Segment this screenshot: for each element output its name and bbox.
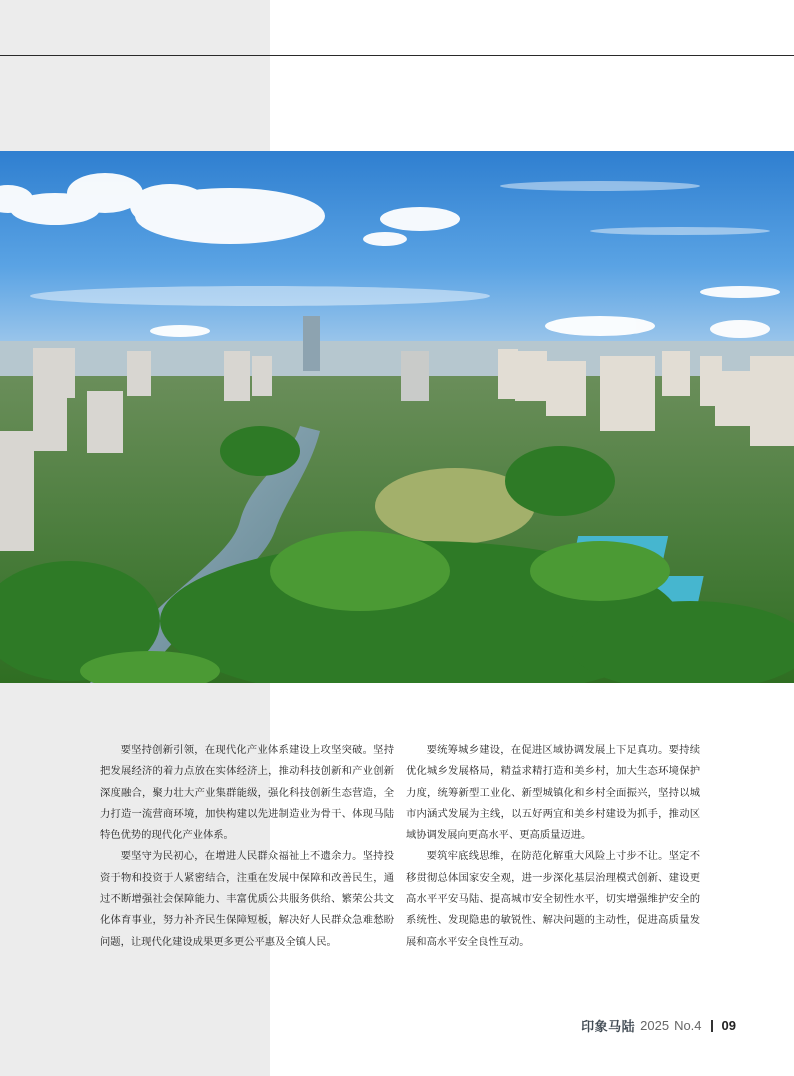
city-aerial-photo	[0, 151, 794, 683]
magazine-title: 印象马陆	[581, 1019, 636, 1034]
article-right-column	[406, 740, 700, 953]
page-footer	[581, 1016, 736, 1035]
issue-number: No.4	[674, 1018, 702, 1033]
article-left-column	[100, 740, 394, 953]
paragraph: 要坚守为民初心，在增进人民群众福祉上不遗余力。坚持投资于物和投资于人紧密结合，注重在发展中保障和改善民生，通过不断增强社会保障能力、丰富优质公共服务供给、繁荣公共文化体育事业，努力补齐民生保障短板，解决好人民群众急难愁盼问题，让现代化建设成果更多更公平惠及全镇人民。	[100, 850, 394, 948]
paragraph: 要筑牢底线思维，在防范化解重大风险上寸步不让。坚定不移贯彻总体国家安全观，进一步深化基层治理模式创新、建设更高水平平安马陆、提高城市安全韧性水平，切实增强维护安全的系统性、发现隐患的敏锐性、解决问题的主动性，促进高质量发展和高水平安全良性互动。	[406, 850, 700, 948]
page-number: 09	[721, 1018, 736, 1033]
paragraph: 要统筹城乡建设，在促进区域协调发展上下足真功。要持续优化城乡发展格局，精益求精打造和美乡村，加大生态环境保护力度，统筹新型工业化、新型城镇化和乡村全面振兴，坚持以城市内涵式发展为主线，以五好两宜和美乡村建设为抓手，推动区域协调发展向更高水平、更高质量迈进。	[406, 744, 700, 842]
issue-year: 2025	[640, 1018, 670, 1033]
top-rule	[0, 55, 794, 56]
paragraph: 要坚持创新引领，在现代化产业体系建设上攻坚突破。坚持把发展经济的着力点放在实体经济上，推动科技创新和产业创新深度融合，聚力壮大产业集群能级，强化科技创新生态营造，全力打造一流营商环境，加快构建以先进制造业为骨干、体现马陆特色优势的现代化产业体系。	[100, 744, 394, 842]
footer-separator	[711, 1020, 713, 1032]
